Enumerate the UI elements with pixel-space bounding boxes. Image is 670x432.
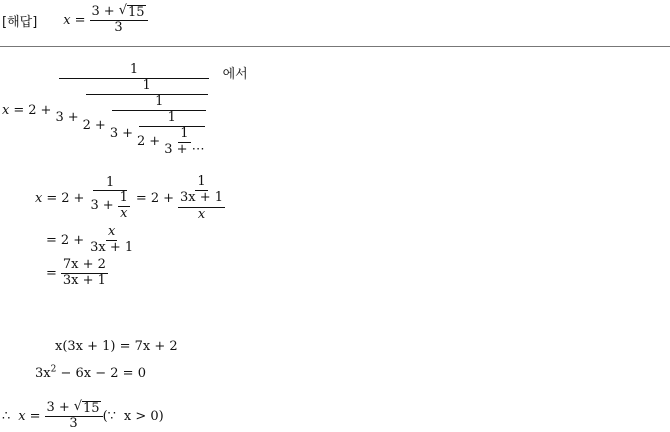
- cf-level-2: 1 2 + 1 3 + 1 2 + $\frac{1}{3 + \cdots}$: [81, 79, 213, 158]
- fraction: $\frac{7x + 2}{3x + 1}$: [62, 257, 106, 288]
- fraction: 1 3x + 1 x: [180, 174, 224, 222]
- equals-sign: =: [74, 12, 86, 28]
- answer-tag: [해답]: [2, 14, 38, 30]
- equation-1: x(3x + 1) = 7x + 2: [55, 339, 178, 354]
- continued-fraction: x = 2 + 1 3 + 1 2 + 1 3 + 1 2 + $\frac{1}{3 + \cdots}$ 에서: [2, 62, 248, 157]
- answer-fraction: 3 + √ 15 3: [90, 4, 148, 36]
- derivation-line-2: = 2 + $\frac{x}{3x + 1}$: [46, 224, 134, 255]
- because-symbol: (∵: [102, 408, 116, 424]
- fraction: $\frac{x}{3x + 1}$: [90, 224, 134, 255]
- cf-level-5: $\frac{1}{3 + \cdots}$: [164, 125, 205, 157]
- divider: [0, 46, 670, 47]
- square-root: √ 15: [73, 399, 100, 416]
- answer-line: [2, 4, 148, 36]
- square-root: √ 15: [118, 3, 145, 20]
- conclusion-line: ∴ x = 3 + √ 15 3 (∵ x > 0): [2, 399, 164, 432]
- derivation-line-3: = $\frac{7x + 2}{3x + 1}$: [46, 257, 106, 288]
- answer-variable: x: [63, 12, 71, 28]
- therefore-symbol: ∴: [2, 408, 11, 424]
- equation-2: $3x^2 - 6x - 2 = 0$: [35, 364, 146, 381]
- fraction: 1 3 + $\frac{1}{x}$: [90, 174, 128, 222]
- cf-level-3: 1 3 + 1 2 + $\frac{1}{3 + \cdots}$: [108, 95, 211, 158]
- cf-level-1: 1 3 + 1 2 + 1 3 + 1 2 + $\frac{1}{3 + \cdots}$: [53, 63, 214, 158]
- conclusion-fraction: 3 + √ 15 3: [45, 400, 103, 432]
- cf-level-4: 1 2 + $\frac{1}{3 + \cdots}$: [137, 109, 205, 157]
- derivation-line-1: x = 2 + 1 3 + $\frac{1}{x}$ = 2 + 1 3x + 1 x: [35, 174, 224, 222]
- condition: x > 0): [123, 408, 164, 424]
